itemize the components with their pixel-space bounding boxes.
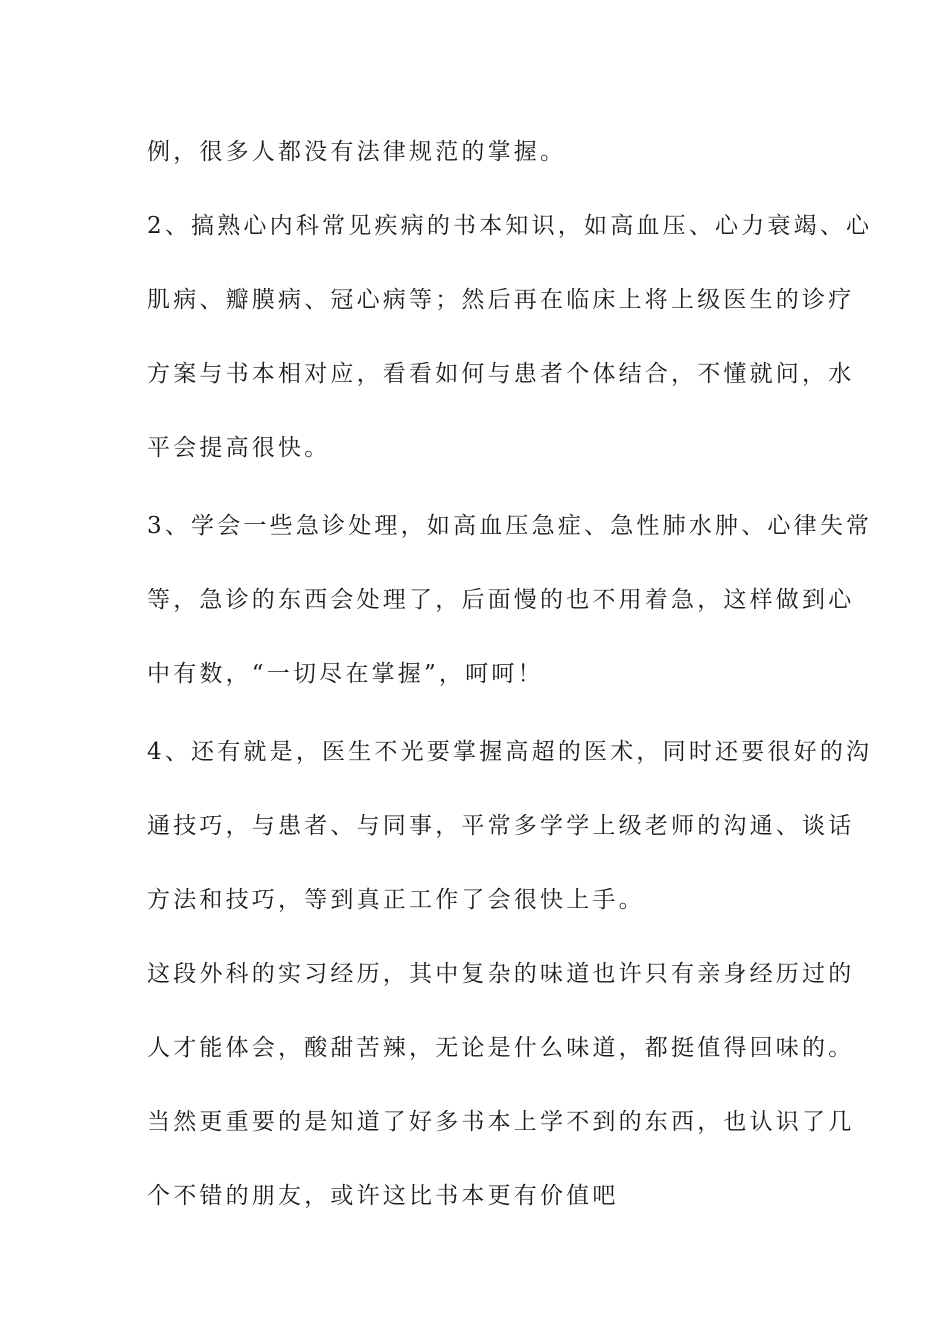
text-line: 方案与书本相对应，看看如何与患者个体结合，不懂就问，水: [147, 361, 855, 387]
text-line: 这段外科的实习经历，其中复杂的味道也许只有亲身经历过的: [147, 961, 855, 987]
text-line: 当然更重要的是知道了好多书本上学不到的东西，也认识了几: [147, 1109, 855, 1135]
text-line: 个不错的朋友，或许这比书本更有价值吧: [147, 1183, 619, 1209]
text-line: 例，很多人都没有法律规范的掌握。: [147, 139, 567, 165]
text-line: 人才能体会，酸甜苦辣，无论是什么味道，都挺值得回味的。: [147, 1035, 855, 1061]
text-line: 通技巧，与患者、与同事，平常多学学上级老师的沟通、谈话: [147, 813, 855, 839]
text-line: 2、搞熟心内科常见疾病的书本知识，如高血压、心力衰竭、心: [147, 213, 873, 239]
text-line: 平会提高很快。: [147, 435, 331, 461]
text-line: 等，急诊的东西会处理了，后面慢的也不用着急，这样做到心: [147, 587, 855, 613]
text-line: 肌病、瓣膜病、冠心病等；然后再在临床上将上级医生的诊疗: [147, 287, 855, 313]
text-line: 方法和技巧，等到真正工作了会很快上手。: [147, 887, 645, 913]
text-line: 3、学会一些急诊处理，如高血压急症、急性肺水肿、心律失常: [147, 513, 873, 539]
text-line: 4、还有就是，医生不光要掌握高超的医术，同时还要很好的沟: [147, 739, 873, 765]
text-line: 中有数，“一切尽在掌握”，呵呵！: [147, 661, 544, 687]
